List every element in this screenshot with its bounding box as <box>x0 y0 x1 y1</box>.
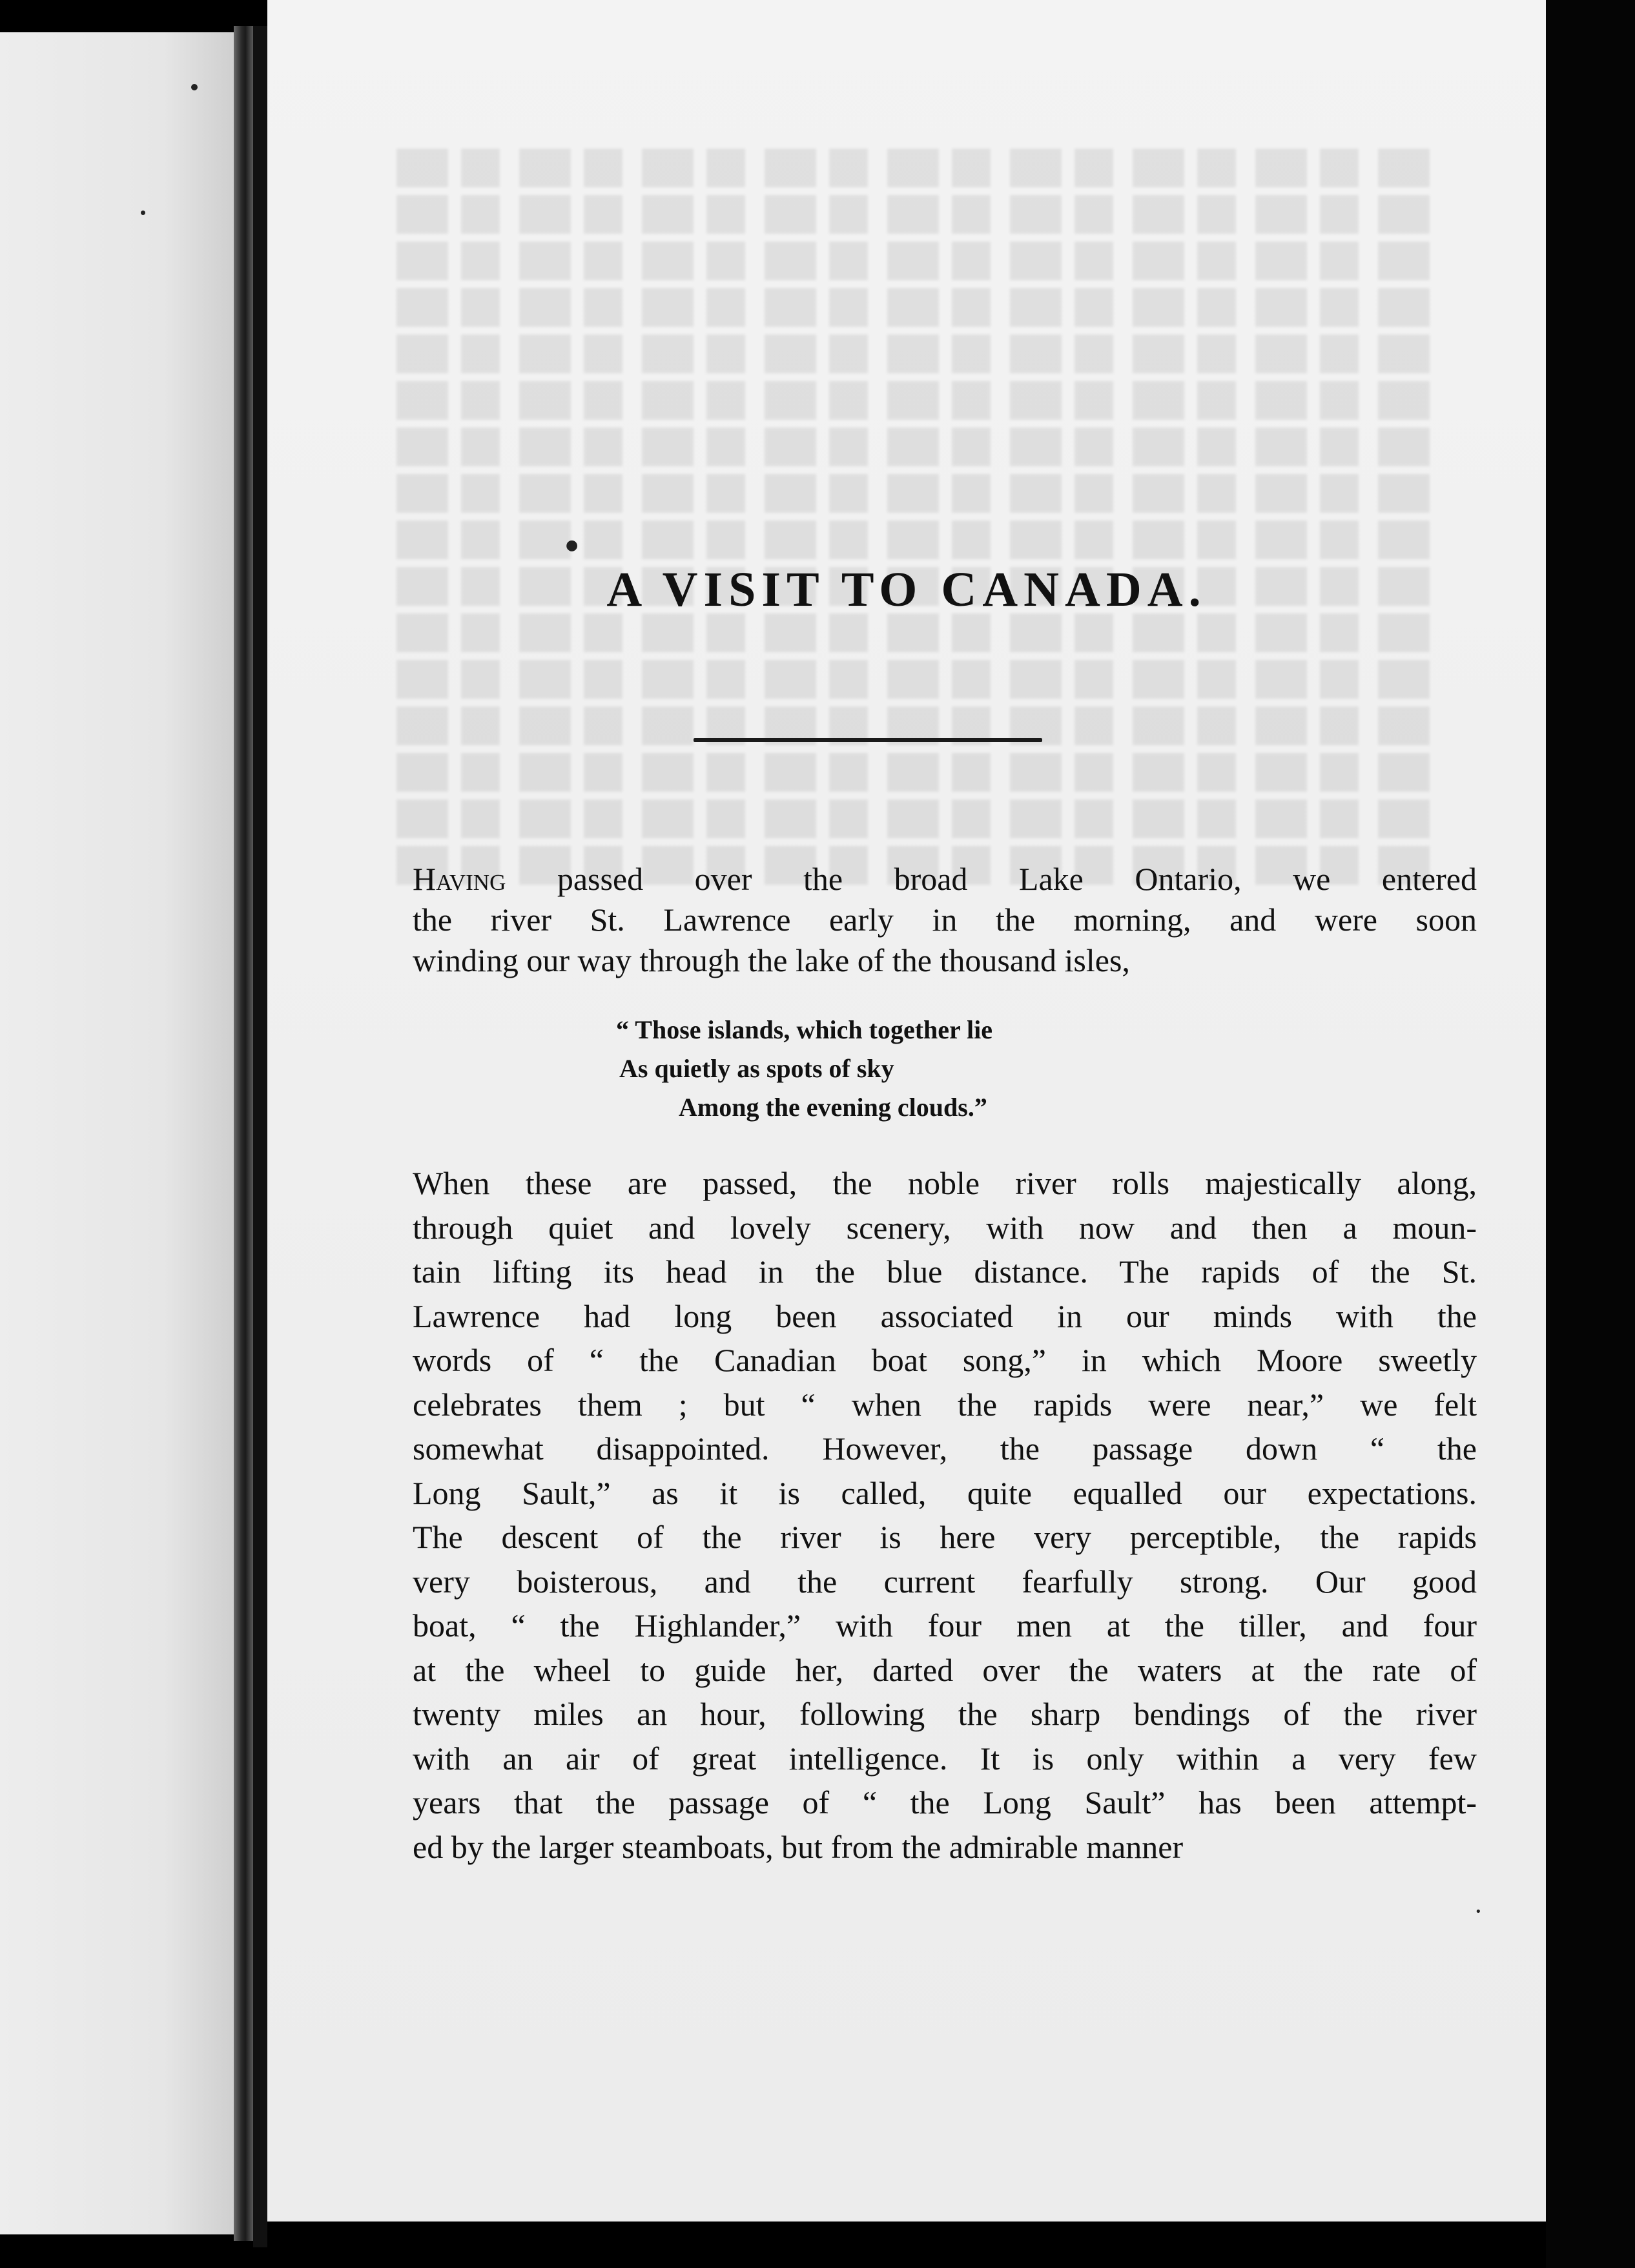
text-line: tain lifting its head in the blue distance. The rapids of the St. <box>413 1253 1477 1290</box>
text-line: words of “ the Canadian boat song,” in which Moore sweetly <box>413 1342 1477 1378</box>
text-line: years that the passage of “ the Long Sault” has been attempt- <box>413 1784 1477 1820</box>
text-line: The descent of the river is here very perceptible, the rapids <box>413 1519 1477 1555</box>
scan-border <box>1546 0 1635 2268</box>
text-line: Long Sault,” as it is called, quite equalled our expectations. <box>413 1474 1477 1511</box>
line-text: passed over the broad Lake Ontario, we entered <box>506 861 1477 897</box>
text-line: When these are passed, the noble river rolls majestically along, <box>413 1165 1477 1201</box>
text-line: through quiet and lovely scenery, with now and then a moun- <box>413 1209 1477 1246</box>
drop-lead-word: Having <box>413 861 506 897</box>
verse-line: As quietly as spots of sky <box>619 1054 894 1083</box>
text-line: somewhat disappointed. However, the passage down “ the <box>413 1430 1477 1467</box>
ink-speck: ● <box>566 537 579 553</box>
text-line <box>413 859 1477 900</box>
previous-page-edge <box>0 32 234 2234</box>
text-line: twenty miles an hour, following the sharp bendings of the river <box>413 1696 1477 1732</box>
verse-line: “ Those islands, which together lie <box>616 1015 993 1044</box>
text-line: boat, “ the Highlander,” with four men at the tiller, and four <box>413 1607 1477 1644</box>
title-rule <box>694 738 1042 742</box>
text-line: ed by the larger steamboats, but from the admirable manner <box>413 1828 1184 1865</box>
text-line: winding our way through the lake of the thousand isles, <box>413 942 1130 978</box>
text-line: with an air of great intelligence. It is only within a very few <box>413 1740 1477 1777</box>
text-line: at the wheel to guide her, darted over the waters at the rate of <box>413 1651 1477 1688</box>
text-line: Lawrence had long been associated in our minds with the <box>413 1297 1477 1334</box>
verse-line: Among the evening clouds.” <box>679 1093 987 1122</box>
gutter-shadow <box>253 26 267 2247</box>
text-line: celebrates them ; but “ when the rapids were near,” we felt <box>413 1386 1477 1423</box>
book-gutter <box>234 26 253 2241</box>
text-line: very boisterous, and the current fearfully strong. Our good <box>413 1563 1477 1600</box>
ink-speck <box>191 84 198 90</box>
paragraph-2 <box>413 1161 1477 1869</box>
book-page <box>267 0 1546 2222</box>
ink-speck: • <box>1475 1905 1482 1919</box>
text-line: the river St. Lawrence early in the morning, and were soon <box>413 902 1477 938</box>
page-title: A VISIT TO CANADA. <box>606 562 1207 617</box>
paragraph-1 <box>413 859 1477 981</box>
ink-speck <box>141 211 145 215</box>
